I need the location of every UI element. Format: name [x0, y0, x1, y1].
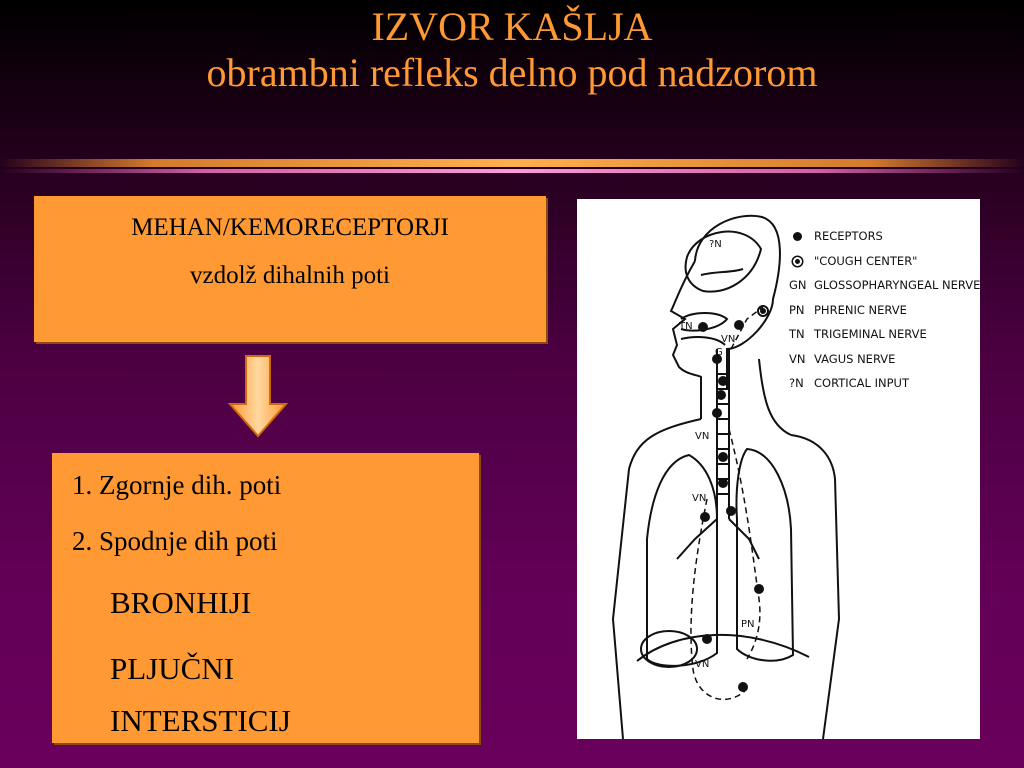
figure-label-vagus-bronchi: VN — [692, 493, 707, 504]
receptors-box-line-1: MEHAN/KEMORECEPTORJI — [131, 214, 449, 241]
figure-label-vagus-mid: VN — [695, 431, 710, 442]
list-item-upper-airways: 1. Zgornje dih. poti — [72, 470, 282, 500]
receptors-box-line-2: vzdolž dihalnih poti — [190, 262, 390, 289]
legend-text: "COUGH CENTER" — [814, 253, 918, 268]
receptors-box — [34, 196, 546, 342]
figure-label-vagus-upper: VN — [721, 334, 736, 345]
subitem-bronchi: BRONHIJI — [110, 585, 252, 620]
cough-reflex-anatomy-figure — [577, 199, 980, 739]
legend-key: TN — [789, 327, 805, 341]
legend-text: RECEPTORS — [814, 229, 883, 243]
slide-title — [0, 4, 1024, 96]
title-divider — [0, 156, 1024, 180]
list-item-lower-airways: 2. Spodnje dih poti — [72, 526, 278, 556]
legend-key: PN — [789, 302, 805, 317]
cough-center-icon — [789, 254, 813, 269]
receptor-dot-icon — [789, 229, 813, 244]
figure-label-trigeminal: TN — [679, 321, 693, 332]
figure-label-cortical: ?N — [709, 239, 722, 250]
figure-label-phrenic: PN — [741, 619, 755, 630]
legend-text: TRIGEMINAL NERVE — [814, 327, 927, 341]
legend-text: VAGUS NERVE — [814, 351, 896, 366]
legend-key: VN — [789, 351, 806, 366]
subitem-lung: PLJUČNI — [110, 651, 235, 686]
airway-levels-box — [52, 453, 479, 743]
figure-label-glossopharyngeal: G — [715, 347, 723, 358]
title-line-2: obrambni refleks delno pod nadzorom — [206, 50, 818, 95]
legend-key: ?N — [789, 376, 804, 390]
down-arrow-icon — [228, 354, 288, 438]
legend-text: CORTICAL INPUT — [814, 376, 909, 390]
legend-text: PHRENIC NERVE — [814, 302, 907, 317]
legend-text: GLOSSOPHARYNGEAL NERVE — [814, 278, 981, 292]
title-line-1: IZVOR KAŠLJA — [371, 4, 653, 49]
legend-key: GN — [789, 278, 807, 292]
figure-label-vagus-lower: VN — [695, 659, 710, 670]
subitem-interstitium: INTERSTICIJ — [110, 703, 291, 738]
